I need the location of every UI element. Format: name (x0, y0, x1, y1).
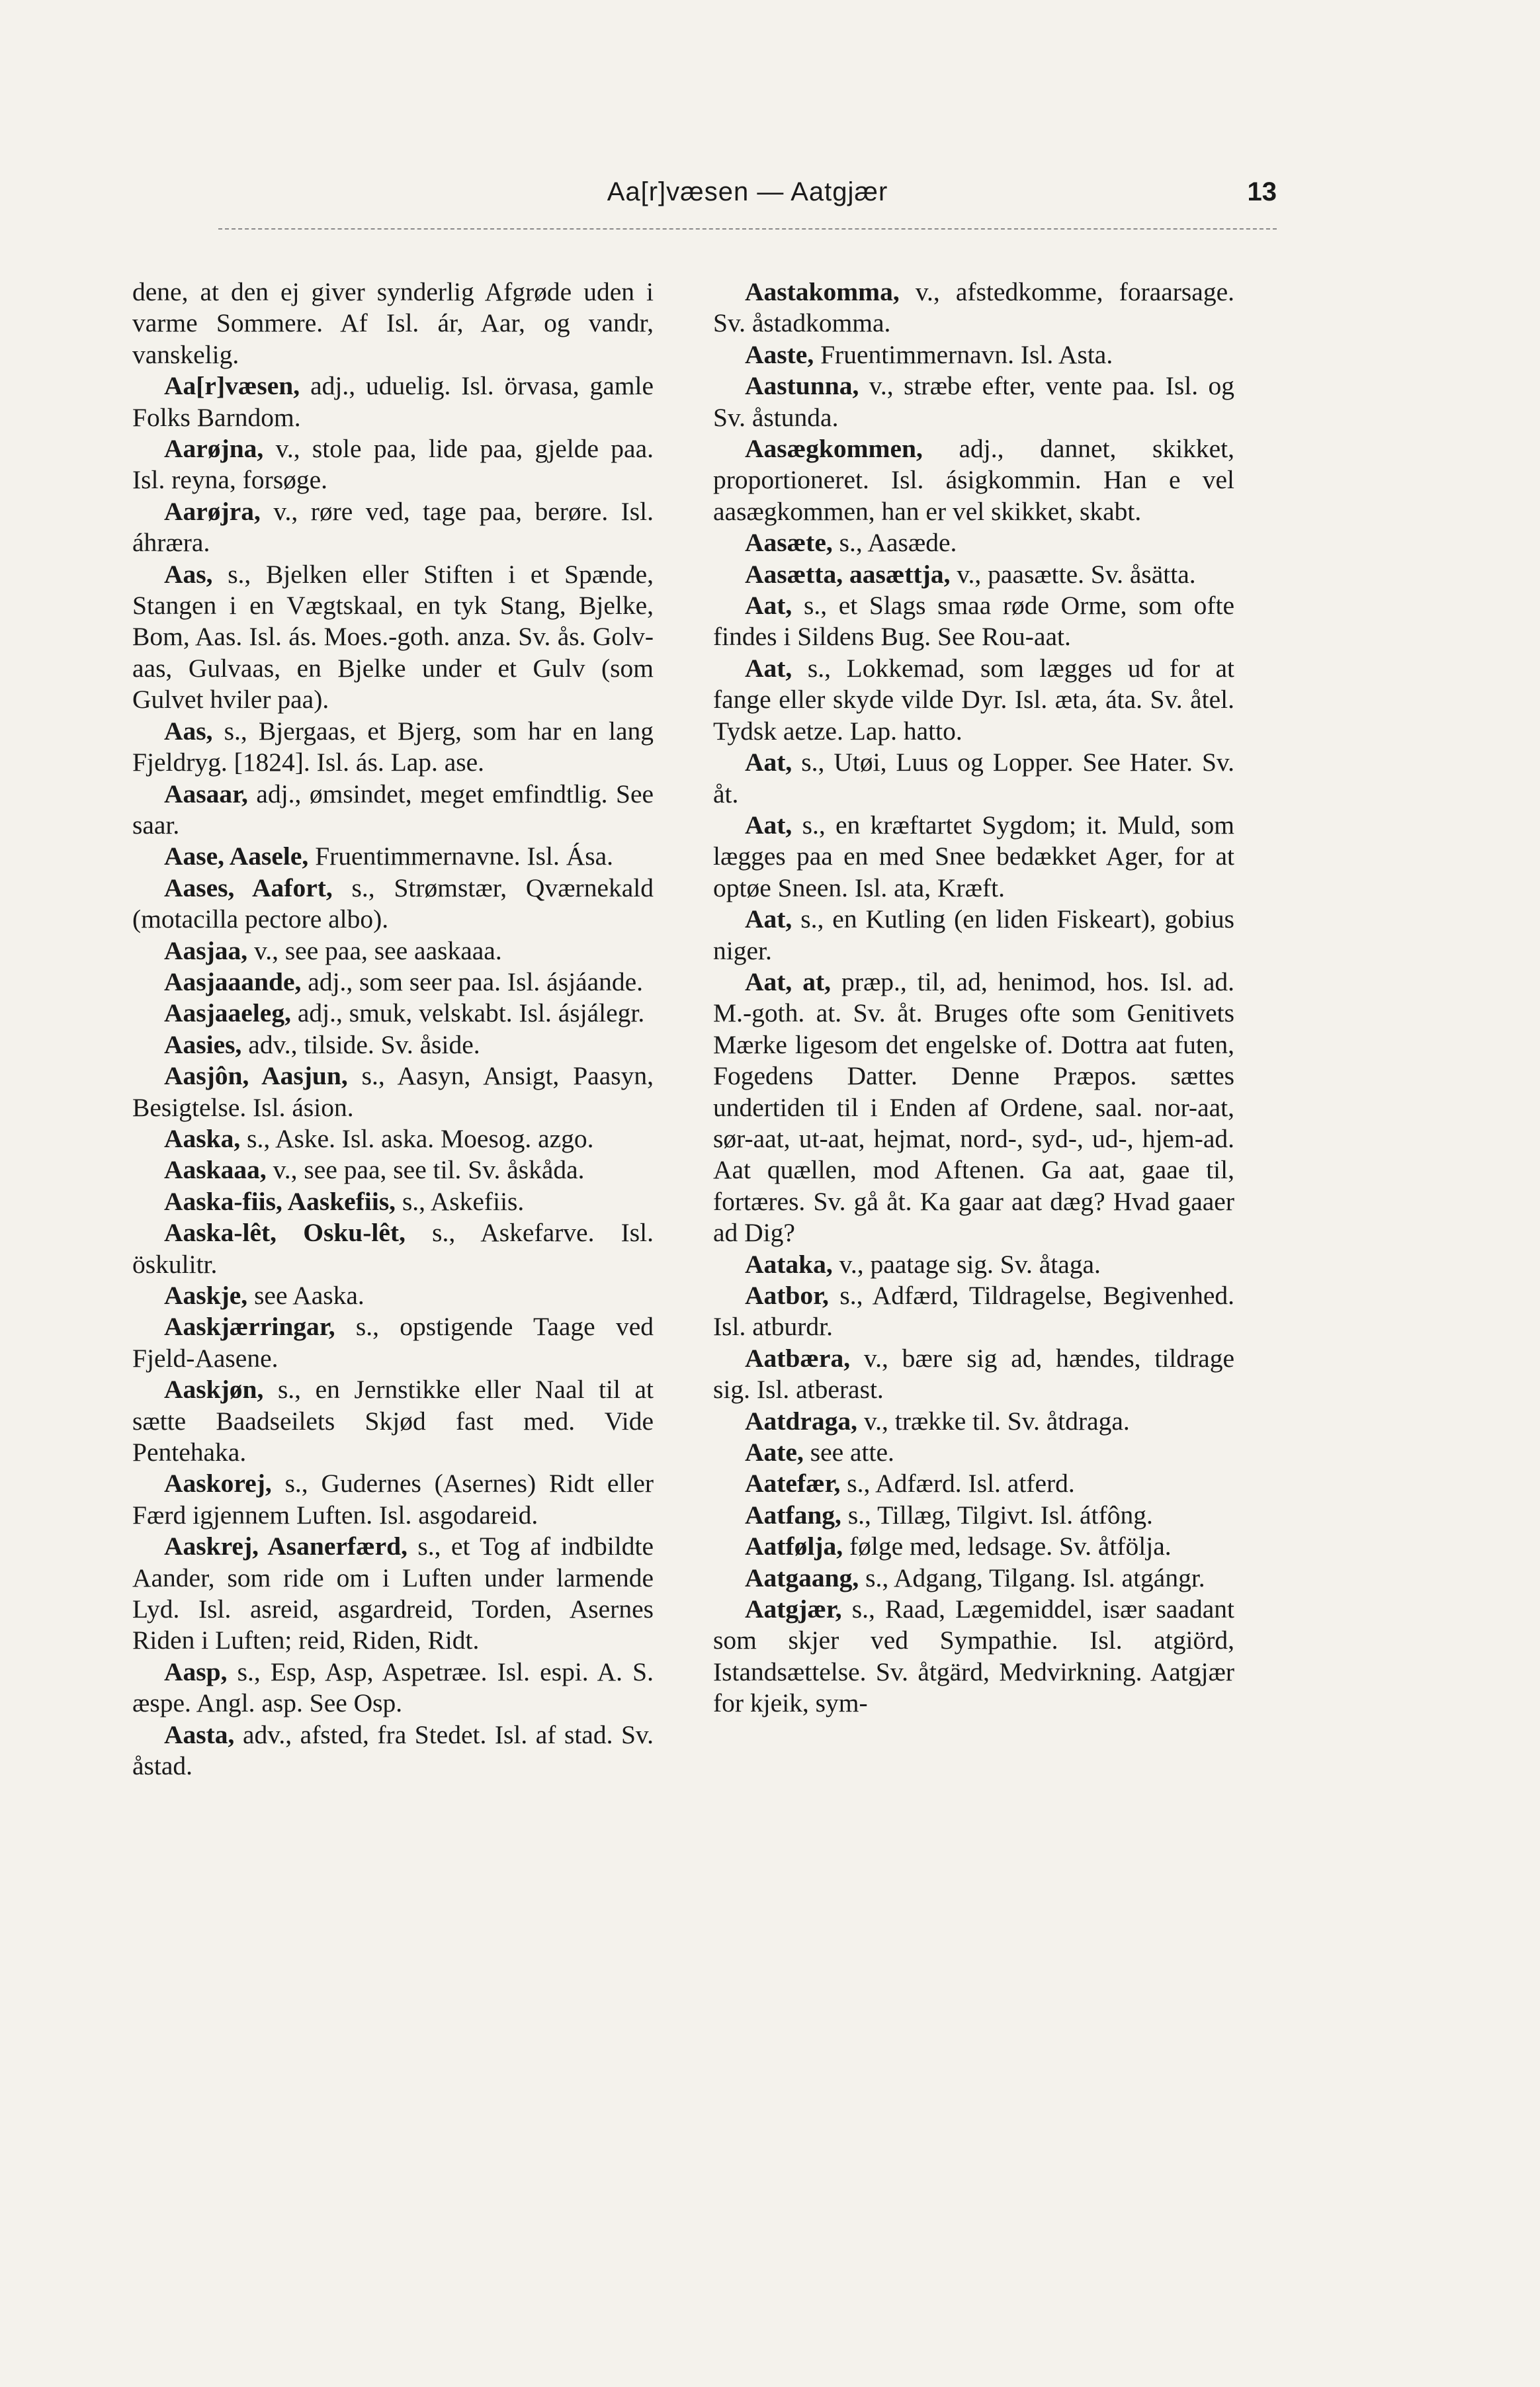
entry-headword: Aatgaang, (745, 1563, 859, 1592)
entry-headword: Aastakomma, (745, 277, 900, 306)
dictionary-entry (132, 1123, 654, 1154)
entry-headword: Aat, (745, 591, 792, 621)
header-rule (218, 228, 1277, 230)
dictionary-entry (132, 716, 654, 779)
entry-headword: Aatbæra, (745, 1343, 851, 1373)
entry-headword: Aaskjærringar, (164, 1312, 335, 1342)
entry-headword: Aaskje, (164, 1281, 248, 1310)
entry-definition: adv., tilside. Sv. åside. (248, 1029, 480, 1059)
dictionary-entry (132, 1154, 654, 1186)
entry-headword: Aaskjøn, (164, 1375, 264, 1405)
entry-headword: Aataka, (745, 1249, 833, 1279)
entry-definition: s., Tillæg, Tilgivt. Isl. átfông. (847, 1500, 1153, 1530)
dictionary-entry (713, 1563, 1234, 1594)
entry-headword: Aatfang, (745, 1500, 841, 1530)
entry-definition: adj., smuk, velskabt. Isl. ásjálegr. (297, 998, 645, 1028)
dictionary-entry (713, 527, 1234, 558)
running-head (218, 177, 1277, 224)
entry-definition: s., en Kutling (en liden Fiskeart), gobius niger. (713, 904, 1234, 965)
dictionary-entry (132, 1374, 654, 1468)
dictionary-entry (713, 1500, 1234, 1531)
dictionary-entry (713, 967, 1234, 1249)
entry-headword: Aatgjær, (745, 1594, 842, 1624)
dictionary-entry (132, 1217, 654, 1280)
dictionary-entry (713, 559, 1234, 590)
entry-headword: Aasægkommen, (745, 434, 923, 464)
entry-headword: Aasjaaande, (164, 967, 302, 996)
dictionary-entry (713, 1406, 1234, 1437)
dictionary-entry (132, 1657, 654, 1719)
dictionary-entry (132, 433, 654, 496)
dictionary-entry (713, 747, 1234, 810)
entry-definition: s., Bjelken eller Stiften i et Spænde, Stangen i en Vægtskaal, en tyk Stang, Bjelke, Bom, Aas. Isl. ás. Moes.-goth. anza. Sv. ås. Golv-aas, Gulvaas, en Bjelke under et Gulv (som Gulvet hviler paa). (132, 559, 654, 715)
entry-definition: s., Strømstær, Qværnekald (motacilla pectore albo). (132, 873, 654, 934)
dictionary-entry (713, 1594, 1234, 1719)
dictionary-entry (132, 873, 654, 935)
dictionary-entry (713, 433, 1234, 527)
dictionary-entry (132, 496, 654, 559)
dictionary-entry (713, 277, 1234, 339)
dictionary-entry (713, 590, 1234, 653)
dictionary-entry (713, 1343, 1234, 1406)
entry-definition: s., Askefiis. (402, 1186, 525, 1216)
entry-definition: s., Askefarve. Isl. öskulitr. (132, 1218, 654, 1279)
entry-definition: s., Utøi, Luus og Lopper. See Hater. Sv. åt. (713, 748, 1234, 808)
entry-headword: Aaska-lêt, Osku-lêt, (164, 1218, 406, 1248)
left-column (132, 277, 654, 1782)
entry-definition: adj., som seer paa. Isl. ásjáande. (308, 967, 644, 996)
left-entries (132, 370, 654, 1782)
dictionary-entry (132, 370, 654, 433)
entry-definition: see Aaska. (254, 1281, 364, 1310)
entry-definition: v., afstedkomme, foraarsage. Sv. åstadkomma. (713, 277, 1234, 338)
entry-headword: Aarøjra, (164, 496, 261, 526)
entry-headword: Aaska, (164, 1123, 241, 1153)
entry-headword: Aatfølja, (745, 1532, 843, 1561)
entry-definition: s., Adfærd. Isl. atferd. (847, 1469, 1075, 1498)
entry-headword: Aasætta, aasættja, (745, 559, 951, 589)
dictionary-entry (132, 1029, 654, 1061)
dictionary-entry (713, 1437, 1234, 1468)
entry-headword: Aas, (164, 559, 213, 589)
dictionary-entry (132, 1468, 654, 1531)
entry-headword: Aat, (745, 810, 792, 840)
dictionary-entry (713, 1249, 1234, 1280)
dictionary-entry (132, 779, 654, 842)
entry-headword: Aasta, (164, 1719, 235, 1749)
entry-definition: s., Aske. Isl. aska. Moesog. azgo. (247, 1123, 594, 1153)
dictionary-entry (132, 1061, 654, 1123)
entry-definition: v., bære sig ad, hændes, tildrage sig. Isl. atberast. (713, 1343, 1234, 1405)
entry-definition: v., stræbe efter, vente paa. Isl. og Sv. åstunda. (713, 371, 1234, 432)
dictionary-entry (132, 1719, 654, 1782)
entry-headword: Aarøjna, (164, 434, 264, 464)
dictionary-entry (713, 1531, 1234, 1562)
entry-definition: v., røre ved, tage paa, berøre. Isl. áhræra. (132, 496, 654, 558)
entry-definition: v., trække til. Sv. åtdraga. (863, 1406, 1130, 1436)
entry-definition: s., Gudernes (Asernes) Ridt eller Færd igjennem Luften. Isl. asgodareid. (132, 1469, 654, 1530)
dictionary-entry (132, 998, 654, 1029)
dictionary-entry (132, 559, 654, 716)
entry-definition: s., et Tog af indbildte Aander, som ride om i Luften under larmende Lyd. Isl. asreid, asgardreid, Torden, Asernes Riden i Luften; reid, Riden, Ridt. (132, 1532, 654, 1655)
entry-headword: Aasaar, (164, 779, 248, 808)
entry-definition: s., en kræftartet Sygdom; it. Muld, som lægges paa en med Snee bedækket Ager, for at optøe Sneen. Isl. ata, Kræft. (713, 810, 1234, 902)
entry-headword: Aastunna, (745, 371, 859, 401)
dictionary-entry (132, 1280, 654, 1311)
entry-definition: s., Adfærd, Tildragelse, Begivenhed. Isl. atburdr. (713, 1281, 1235, 1342)
dictionary-entry (132, 1531, 654, 1657)
entry-headword: Aasies, (164, 1029, 242, 1059)
entry-headword: Aat, (745, 748, 792, 777)
entry-definition: s., Adgang, Tilgang. Isl. atgángr. (865, 1563, 1205, 1592)
entry-definition: s., Raad, Lægemiddel, især saadant som skjer ved Sympathie. Isl. atgiörd, Istandsættelse. Sv. åtgärd, Medvirkning. Aatgjær for kjeik, sym- (713, 1594, 1234, 1718)
dictionary-entry (132, 841, 654, 872)
running-title: Aa[r]væsen — Aatgjær (607, 177, 888, 206)
entry-headword: Aaskaaa, (164, 1155, 267, 1185)
entry-headword: Aasæte, (745, 528, 833, 558)
entry-headword: Aaskorej, (164, 1469, 272, 1498)
entry-definition: v., see paa, see aaskaaa. (254, 935, 502, 965)
entry-headword: Aatefær, (745, 1469, 841, 1498)
entry-definition: s., Lokkemad, som lægges ud for at fange eller skyde vilde Dyr. Isl. æta, áta. Sv. åtel. Tydsk aetze. Lap. hatto. (713, 653, 1234, 746)
entry-headword: Aasjaa, (164, 935, 248, 965)
entry-definition: s., opstigende Taage ved Fjeld-Aasene. (132, 1312, 654, 1373)
entry-definition: adj., dannet, skikket, proportioneret. Isl. ásigkommin. Han e vel aasægkommen, han er vel skikket, skabt. (713, 434, 1234, 526)
entry-definition: følge med, ledsage. Sv. åtfölja. (849, 1532, 1172, 1561)
entry-definition: s., en Jernstikke eller Naal til at sætte Baadseilets Skjød fast med. Vide Pentehaka. (132, 1375, 654, 1467)
entry-definition: s., Aasæde. (839, 528, 957, 558)
entry-definition: Fruentimmernavn. Isl. Asta. (820, 339, 1113, 369)
dictionary-entry (132, 1186, 654, 1217)
dictionary-entry (132, 935, 654, 967)
entry-headword: Aase, Aasele, (164, 842, 309, 871)
dictionary-entry (713, 810, 1234, 904)
page-number: 13 (1247, 177, 1277, 206)
dictionary-entry (713, 1280, 1234, 1343)
entry-definition: s., Aasyn, Ansigt, Paasyn, Besigtelse. Isl. ásion. (132, 1061, 654, 1122)
entry-headword: Aatdraga, (745, 1406, 858, 1436)
entry-headword: Aases, Aafort, (164, 873, 333, 902)
dictionary-entry (713, 653, 1234, 747)
entry-headword: Aa[r]væsen, (164, 371, 300, 401)
entry-definition: s., Esp, Asp, Aspetræe. Isl. espi. A. S. æspe. Angl. asp. See Osp. (132, 1657, 654, 1718)
dictionary-entry (132, 1311, 654, 1374)
entry-definition: adj., ømsindet, meget emfindtlig. See saar. (132, 779, 654, 840)
right-column (713, 277, 1234, 1719)
entry-definition: adj., uduelig. Isl. örvasa, gamle Folks Barndom. (132, 371, 654, 432)
dictionary-entry (713, 339, 1234, 370)
entry-headword: Aat, (745, 904, 792, 934)
entry-headword: Aas, (164, 716, 213, 746)
entry-headword: Aasjaaeleg, (164, 998, 291, 1028)
continuation-text: dene, at den ej giver synderlig Afgrøde uden i varme Sommere. Af Isl. ár, Aar, og vandr, vanskelig. (132, 277, 654, 369)
entry-definition: Fruentimmernavne. Isl. Ása. (315, 842, 614, 871)
entry-definition: v., paatage sig. Sv. åtaga. (839, 1249, 1101, 1279)
entry-headword: Aaste, (745, 339, 814, 369)
entry-definition: v., paasætte. Sv. åsätta. (957, 559, 1196, 589)
dictionary-entry (713, 1468, 1234, 1499)
entry-headword: Aaskrej, Asanerfærd, (164, 1532, 407, 1561)
entry-definition: s., Bjergaas, et Bjerg, som har en lang Fjeldryg. [1824]. Isl. ás. Lap. ase. (132, 716, 654, 777)
entry-definition: adv., afsted, fra Stedet. Isl. af stad. Sv. åstad. (132, 1719, 654, 1781)
right-entries (713, 277, 1234, 1719)
entry-headword: Aatbor, (745, 1281, 829, 1310)
entry-headword: Aate, (745, 1438, 804, 1467)
entry-definition: v., see paa, see til. Sv. åskåda. (273, 1155, 585, 1185)
entry-headword: Aat, at, (745, 967, 832, 996)
entry-headword: Aat, (745, 653, 792, 683)
dictionary-entry (132, 967, 654, 998)
entry-headword: Aasp, (164, 1657, 228, 1686)
entry-definition: see atte. (810, 1438, 894, 1467)
dictionary-entry (713, 904, 1234, 967)
entry-definition: s., et Slags smaa røde Orme, som ofte findes i Sildens Bug. See Rou-aat. (713, 591, 1235, 652)
entry-definition: v., stole paa, lide paa, gjelde paa. Isl. reyna, forsøge. (132, 434, 654, 495)
dictionary-entry (713, 370, 1234, 433)
entry-headword: Aasjôn, Aasjun, (164, 1061, 348, 1091)
entry-headword: Aaska-fiis, Aaskefiis, (164, 1186, 396, 1216)
entry-definition: præp., til, ad, henimod, hos. Isl. ad. M.-goth. at. Sv. åt. Bruges ofte som Genitivets Mærke ligesom det engelske of. Dottra aat futen, Fogedens Datter. Denne Præpos. sættes undertiden til i Enden af Ordene, saal. nor-aat, sør-aat, ut-aat, hejmat, nord-, syd-, ud-, hjem-ad. Aat quællen, mod Aftenen. Ga aat, gaae til, fortæres. Sv. gå åt. Ka gaar aat dæg? Hvad gaaer ad Dig? (713, 967, 1234, 1248)
